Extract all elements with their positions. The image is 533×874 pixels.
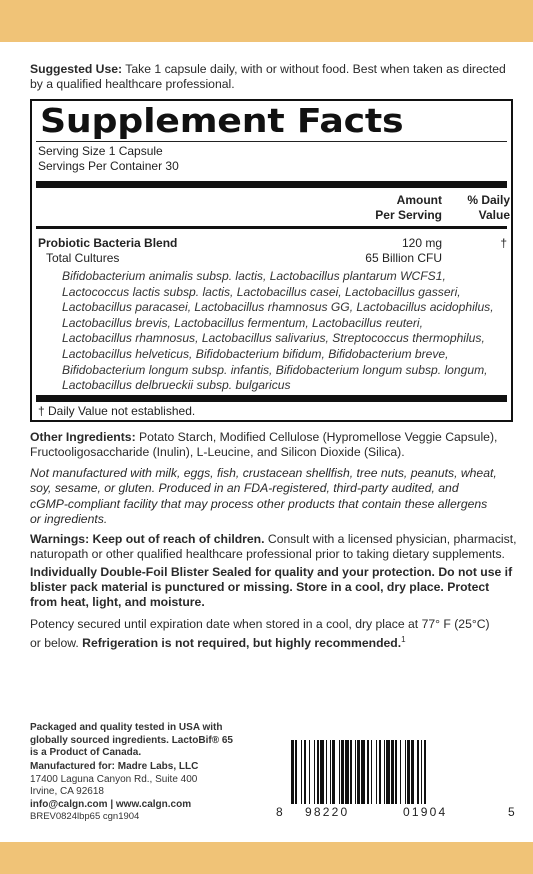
warnings-line1: Warnings: Keep out of reach of children. Consult with a licensed physician, pharmacist, bbox=[30, 532, 517, 546]
servings-per-container: Servings Per Container 30 bbox=[38, 159, 179, 173]
barcode-group2: 01904 bbox=[403, 805, 448, 819]
top-color-band bbox=[0, 0, 533, 42]
barcode-bar bbox=[339, 740, 340, 804]
culture-line: Lactobacillus helveticus, Bifidobacterium bifidum, Bifidobacterium breve, bbox=[62, 346, 449, 361]
culture-line: Lactobacillus paracasei, Lactobacillus rhamnosus GG, Lactobacillus acidophilus, bbox=[62, 300, 494, 315]
blister-line: blister pack material is punctured or missing. Store in a cool, dry place. Protect bbox=[30, 580, 490, 594]
barcode-bar bbox=[400, 740, 401, 804]
thick-rule bbox=[36, 181, 507, 188]
barcode-bar bbox=[341, 740, 344, 804]
barcode-bar bbox=[317, 740, 318, 804]
blend-name: Probiotic Bacteria Blend bbox=[38, 236, 178, 250]
supplement-facts-title: Supplement Facts bbox=[40, 101, 404, 140]
cultures-list bbox=[62, 269, 508, 394]
supplement-facts-panel bbox=[30, 99, 513, 422]
bottom-thick-rule bbox=[36, 395, 507, 402]
barcode-left-digit: 8 bbox=[276, 805, 285, 819]
barcode-bar bbox=[304, 740, 307, 804]
serving-size: Serving Size 1 Capsule bbox=[38, 144, 163, 158]
manufacturer-label: Manufactured for: Madre Labs, LLC bbox=[30, 761, 199, 772]
culture-line: Lactobacillus delbrueckii subsp. bulgaricus bbox=[62, 378, 291, 393]
barcode-bar bbox=[326, 740, 327, 804]
blister-line: Individually Double-Foil Blister Sealed for quality and your protection. Do not use if bbox=[30, 565, 513, 579]
barcode-bar bbox=[291, 740, 294, 804]
manufacturer-block bbox=[30, 761, 198, 824]
barcode-bar bbox=[345, 740, 349, 804]
potency-line2: or below. Refrigeration is not required, but highly recommended.$^1$ bbox=[30, 635, 406, 651]
barcode-bar bbox=[421, 740, 422, 804]
culture-line: Bifidobacterium longum subsp. infantis, Bifidobacterium longum subsp. longum, bbox=[62, 362, 488, 377]
barcode-right-digit: 5 bbox=[508, 805, 517, 819]
barcode bbox=[291, 740, 498, 804]
barcode-bar bbox=[384, 740, 385, 804]
packaged-line: Packaged and quality tested in USA with bbox=[30, 722, 223, 733]
header-amount-1: Amount bbox=[396, 193, 442, 207]
product-code: BREV0824lbp65 cgn1904 bbox=[30, 811, 140, 822]
header-dv-2: Value bbox=[478, 208, 510, 222]
barcode-bar bbox=[314, 740, 315, 804]
barcode-bar bbox=[332, 740, 335, 804]
barcode-bar bbox=[379, 740, 382, 804]
header-rule bbox=[36, 226, 507, 229]
allergen-line: Not manufactured with milk, eggs, fish, crustacean shellfish, tree nuts, peanuts, wheat, bbox=[30, 466, 497, 480]
title-rule bbox=[36, 141, 507, 142]
barcode-bar bbox=[371, 740, 372, 804]
packaged-line: globally sourced ingredients. LactoBif® 65 bbox=[30, 734, 233, 746]
potency-line1: Potency secured until expiration date when stored in a cool, dry place at 77° F (25°C) bbox=[30, 617, 490, 631]
barcode-bar bbox=[367, 740, 368, 804]
barcode-group1: 98220 bbox=[305, 805, 350, 819]
barcode-bar bbox=[407, 740, 410, 804]
manufacturer-address: 17400 Laguna Canyon Rd., Suite 400 bbox=[30, 773, 198, 785]
header-dv-1: % Daily bbox=[467, 193, 510, 207]
barcode-bar bbox=[391, 740, 394, 804]
other-ingredients-line2: Fructooligosaccharide (Inulin), L-Leucine, and Silicon Dioxide (Silica). bbox=[30, 445, 405, 459]
barcode-bar bbox=[411, 740, 414, 804]
barcode-bar bbox=[357, 740, 360, 804]
barcode-bar bbox=[376, 740, 377, 804]
total-cultures-amount: 65 Billion CFU bbox=[365, 251, 442, 265]
culture-line: Lactobacillus rhamnosus, Lactobacillus salivarius, Streptococcus thermophilus, bbox=[62, 331, 485, 346]
culture-line: Lactococcus lactis subsp. lactis, Lactobacillus casei, Lactobacillus gasseri, bbox=[62, 284, 461, 299]
allergen-line: or ingredients. bbox=[30, 512, 108, 526]
barcode-bar bbox=[405, 740, 406, 804]
packaged-statement bbox=[30, 722, 233, 760]
barcode-bar bbox=[309, 740, 310, 804]
barcode-bar bbox=[361, 740, 365, 804]
daily-value-footnote: † Daily Value not established. bbox=[38, 404, 196, 418]
culture-line: Lactobacillus brevis, Lactobacillus fermentum, Lactobacillus reuteri, bbox=[62, 315, 423, 330]
blend-dv: † bbox=[500, 236, 507, 250]
other-ingredients-line1: Other Ingredients: Potato Starch, Modified Cellulose (Hypromellose Veggie Capsule), bbox=[30, 430, 498, 444]
allergen-line: cGMP-compliant facility that may process other products that contain these allergens bbox=[30, 497, 488, 511]
manufacturer-contact: info@calgn.com | www.calgn.com bbox=[30, 798, 192, 810]
warnings-line2: naturopath or other qualified healthcare professional prior to taking dietary supplements. bbox=[30, 547, 505, 561]
barcode-bar bbox=[320, 740, 324, 804]
packaged-line: is a Product of Canada. bbox=[30, 747, 142, 758]
allergen-line: soy, sesame, or gluten. Produced in an FDA-registered, third-party audited, and bbox=[30, 481, 459, 495]
barcode-bar bbox=[301, 740, 302, 804]
manufacturer-city: Irvine, CA 92618 bbox=[30, 786, 104, 797]
blend-amount: 120 mg bbox=[401, 236, 442, 250]
header-amount-2: Per Serving bbox=[375, 208, 442, 222]
barcode-bar bbox=[424, 740, 427, 804]
blister-line: from heat, light, and moisture. bbox=[30, 595, 205, 609]
barcode-bar bbox=[295, 740, 298, 804]
barcode-bar bbox=[355, 740, 356, 804]
bottom-color-band bbox=[0, 842, 533, 874]
barcode-bar bbox=[395, 740, 398, 804]
barcode-bar bbox=[330, 740, 331, 804]
barcode-bar bbox=[350, 740, 353, 804]
barcode-bar bbox=[417, 740, 418, 804]
total-cultures-label: Total Cultures bbox=[46, 251, 120, 265]
suggested-use-line2: by a qualified healthcare professional. bbox=[30, 77, 235, 91]
suggested-use-line1: Suggested Use: Take 1 capsule daily, with or without food. Best when taken as directed bbox=[30, 62, 506, 76]
culture-line: Bifidobacterium animalis subsp. lactis, Lactobacillus plantarum WCFS1, bbox=[62, 269, 446, 283]
barcode-bar bbox=[386, 740, 390, 804]
